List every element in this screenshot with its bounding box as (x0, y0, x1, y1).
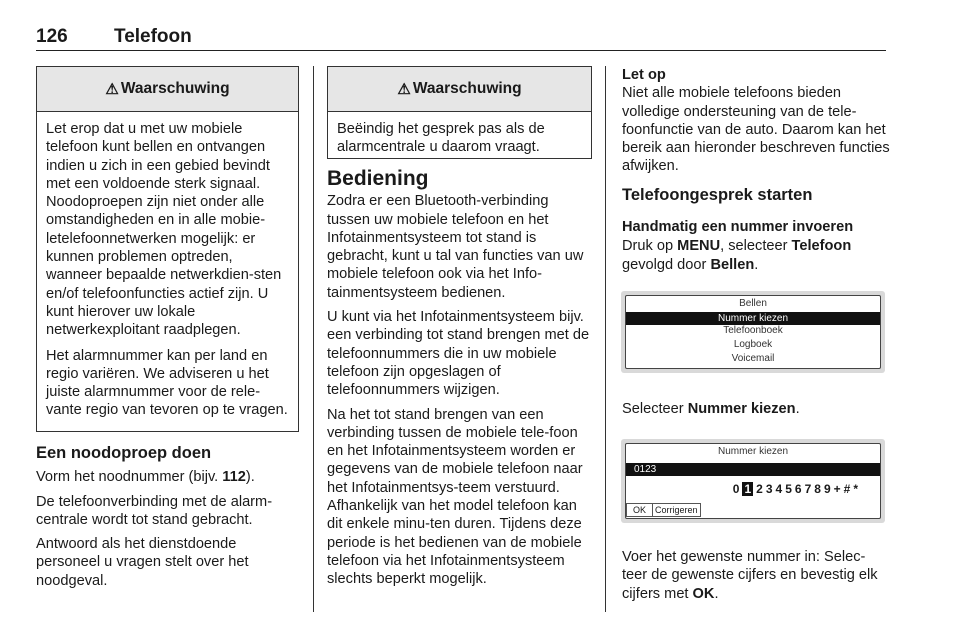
digit-key[interactable]: 3 (765, 482, 773, 496)
digit-key[interactable]: * (853, 482, 858, 496)
column-3-top (622, 66, 890, 280)
instruction-paragraph: Druk op MENU, selecteer Telefoon gevolgd door Bellen. (622, 238, 852, 273)
menu-item-voicemail[interactable]: Voicemail (731, 353, 775, 364)
note-text: Niet alle mobiele telefoons bieden volledige ondersteuning van de tele-foonfunctie van de auto. Daarom kan het bereik aan hieronder beschreven functies afwijken. (622, 85, 890, 175)
emergency-paragraph: De telefoonverbinding met de alarm-centrale wordt tot stand gebracht. (36, 493, 273, 528)
digit-key[interactable]: 7 (804, 482, 812, 496)
bellen-menu (625, 295, 881, 369)
bediening-paragraph: Zodra er een Bluetooth-verbinding tussen uw mobiele telefoon en het Infotainmentsysteem tot stand is gebracht, kunt u tal van functies van uw mobiele telefoon ook via het Info-tainmentsysteem bedienen. (327, 193, 584, 301)
emergency-heading: Een noodoproep doen (36, 444, 212, 462)
bellen-menu-title: Bellen (739, 298, 767, 309)
warning-paragraph: Beëindig het gesprek pas als de alarmcentrale u daarom vraagt. (337, 121, 545, 156)
digit-key[interactable]: 1 (744, 482, 752, 496)
select-instruction: Selecteer Nummer kiezen. (622, 401, 800, 417)
warning-triangle-icon: ⚠ (397, 81, 411, 98)
digit-key[interactable]: 6 (794, 482, 802, 496)
digit-key[interactable]: # (843, 482, 851, 496)
warning-body (328, 112, 591, 167)
entered-number: 0123 (634, 464, 657, 475)
bellen-menu-screenshot (621, 291, 885, 373)
warning-header (328, 67, 591, 112)
digit-key[interactable]: 0 (732, 482, 740, 496)
bediening-heading: Bediening (327, 167, 429, 190)
manual-number-subheading: Handmatig een nummer invoeren (622, 219, 854, 236)
digit-key[interactable]: 9 (823, 482, 831, 496)
warning-box-1 (36, 66, 299, 432)
warning-title: Waarschuwing (412, 80, 522, 97)
digit-key[interactable]: 4 (775, 482, 783, 496)
menu-item-telefoonboek[interactable]: Telefoonboek (723, 325, 783, 336)
digit-key[interactable]: 2 (756, 482, 763, 496)
page-header (36, 6, 886, 51)
soft-key-row (626, 503, 701, 517)
emergency-section (36, 444, 302, 596)
warning-title: Waarschuwing (120, 80, 230, 97)
ok-button[interactable]: OK (626, 503, 653, 517)
warning-paragraph: Het alarmnummer kan per land en regio variëren. We adviseren u het juiste alarmnummer voor de rele-vante regio van tevoren op te vragen. (46, 347, 288, 419)
number-entry-field[interactable] (626, 463, 880, 476)
column-divider-2 (605, 66, 606, 612)
nummer-kiezen-title: Nummer kiezen (717, 446, 789, 457)
digit-row (733, 482, 858, 496)
start-call-heading: Telefoongesprek starten (622, 185, 813, 204)
menu-item-nummer-kiezen[interactable]: Nummer kiezen (626, 312, 880, 325)
menu-item-logboek[interactable]: Logboek (733, 339, 773, 350)
page-number: 126 (36, 26, 68, 47)
final-instruction: Voer het gewenste nummer in: Selec-teer de gewenste cijfers en bevestig elk cijfers met OK. (622, 549, 878, 602)
note-label: Let op (622, 67, 666, 83)
nummer-kiezen-panel (625, 443, 881, 519)
digit-key[interactable]: 5 (785, 482, 792, 496)
emergency-paragraph: Antwoord als het dienstdoende personeel u vragen stelt over het noodgeval. (36, 536, 249, 589)
warning-body (37, 112, 298, 430)
bediening-paragraph: Na het tot stand brengen van een verbinding tussen de mobiele tele-foon en het Infotainmentsysteem worden er gegevens van de mobiele telefoon naar het Infotainmentsys-teem verstuurd. Afhankelijk van het model telefoon kan dit enkele minu-ten duren. Tijdens deze periode is het bedienen van de mobiele telefoon via het Infotainmentsysteem slechts beperkt mogelijk. (327, 406, 583, 588)
nummer-kiezen-screenshot (621, 439, 885, 523)
bediening-section (327, 167, 593, 595)
digit-key[interactable]: + (833, 482, 841, 496)
digit-key[interactable]: 8 (814, 482, 821, 496)
warning-paragraph: Let erop dat u met uw mobiele telefoon kunt bellen en ontvangen indien u zich in een gebied bevindt met een voldoende sterk signaal. Noodoproepen zijn niet onder alle omstandigheden en in alle mobie-letelefoonnetwerken mogelijk: er kunnen problemen optreden, wanneer bepaalde netwerkdien-sten en/of telefoonfuncties actief zijn. U kunt hierover uw lokale netwerkexploitant raadplegen. (46, 121, 282, 339)
emergency-paragraph: Vorm het noodnummer (bijv. 112). (36, 469, 255, 486)
warning-header (37, 67, 298, 112)
bediening-paragraph: U kunt via het Infotainmentsysteem bijv. een verbinding tot stand brengen met de telefoonnummers die in uw mobiele telefoon zijn opgeslagen of telefoonnummers wijzigen. (327, 309, 590, 399)
warning-triangle-icon: ⚠ (105, 81, 119, 98)
column-divider-1 (313, 66, 314, 612)
page-title: Telefoon (114, 26, 192, 47)
warning-box-2 (327, 66, 592, 159)
corrigeren-button[interactable]: Corrigeren (653, 503, 701, 517)
